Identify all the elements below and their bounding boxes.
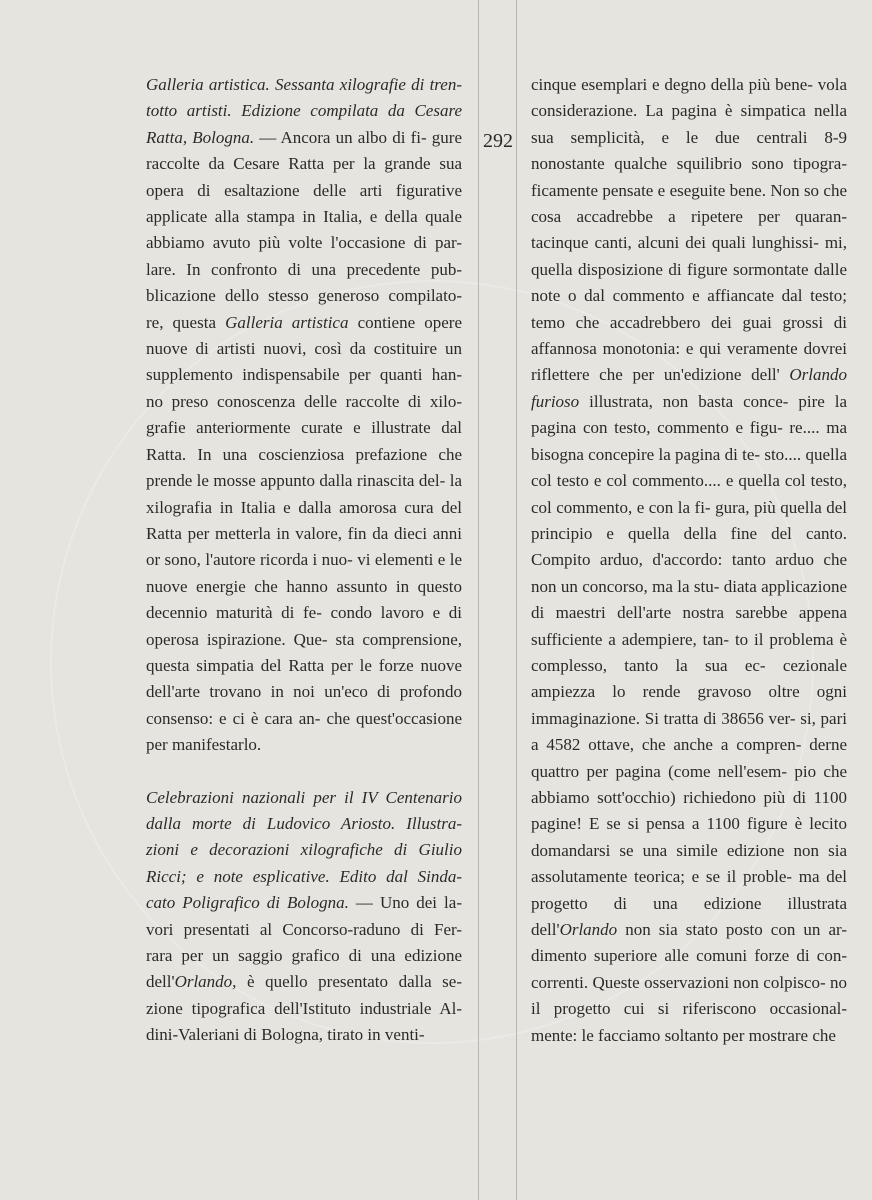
body-text: diata applicazione di maestri dell'arte nostra <box>531 576 847 623</box>
body-text: cezionale ampiezza lo rende gravoso oltre <box>531 655 848 702</box>
body-text: dalle note o dal commento e affiancate dal <box>531 259 847 306</box>
italic-text: zioni e decorazioni xilografiche di Giulio <box>146 840 462 860</box>
body-text: zione tipografica dell'Istituto industriale Al- <box>146 998 462 1018</box>
body-text: che cosa accadrebbe a ripetere per quaran- <box>531 180 848 227</box>
body-text: illustrata, non basta conce- <box>579 391 789 411</box>
body-text: ma del progetto di una edizione illustrata <box>531 867 847 913</box>
right-text-column <box>531 72 847 1049</box>
body-text: prende le mosse appunto dalla rinascita del- <box>146 471 446 491</box>
left-text-column <box>146 72 462 1049</box>
body-text: re, questa <box>146 312 226 332</box>
italic-text: Galleria artistica. Sessanta xilografie di tren- <box>146 75 462 94</box>
body-text: dimento superiore alle comuni forze di con- <box>531 946 847 966</box>
body-text: nonostante qualche squilibrio sono tipogra- <box>531 154 847 174</box>
body-text: di 1100 pagine! E se si pensa a 1100 figure <box>531 787 848 834</box>
italic-text: dalla morte di Ludovico Ariosto. Illustra- <box>146 813 462 833</box>
body-text: sta comprensione, questa simpatia del Ratta <box>146 629 462 675</box>
body-text: la xilografia in Italia e dalla amorosa cura <box>146 471 463 517</box>
body-text: rara per un saggio grafico di una edizione <box>146 946 462 965</box>
body-text: — Ancora un albo di fi- <box>254 127 427 147</box>
body-text: condo lavoro e di operosa ispirazione. Que- <box>146 603 462 649</box>
italic-text: Galleria artistica <box>225 312 349 332</box>
body-text: assunto in questo decennio maturità di fe- <box>146 576 462 623</box>
body-text: testo; temo che accadrebbero dei guai grossi <box>531 286 847 332</box>
body-text: nella sua semplicità, e le due centrali 8-9 <box>531 101 848 147</box>
body-text: ficamente pensate e eseguite bene. Non so <box>531 180 820 200</box>
body-text: pio che abbiamo sott'occhio) richiedono più <box>531 761 847 807</box>
body-text: Ratta. In una coscienziosa prefazione che <box>146 444 462 464</box>
body-text: un'eco di profondo consenso: e ci è cara an- <box>146 682 463 728</box>
body-text: dieci anni or sono, l'autore ricorda i nuo- <box>146 523 463 570</box>
italic-text: cato Poligrafico di Bologna. <box>146 893 349 913</box>
body-text: blicazione dello stesso generoso compilato- <box>146 286 462 306</box>
body-text: grafie anteriormente curate e illustrate dal <box>146 418 462 438</box>
body-text: ogni immaginazione. Si tratta di 38656 ver- <box>531 682 848 728</box>
left-entry <box>146 785 462 1049</box>
body-text: è quello presentato dalla se- <box>236 972 462 992</box>
body-text: vi elementi e le nuove energie che hanno <box>146 550 463 596</box>
body-text: no preso conoscenza delle raccolte di xilo- <box>146 391 462 411</box>
body-text: no il progetto cui si riferiscono occasional- <box>531 972 848 1019</box>
body-text: non sia stato posto con un ar- <box>617 920 847 939</box>
body-text: tacinque canti, alcuni dei quali lunghissi- <box>531 233 819 253</box>
body-text: nuove di artisti nuovi, così da costituire un <box>146 339 462 359</box>
body-text: sarebbe appena sufficiente a adempiere, tan- <box>531 603 847 649</box>
body-text: gure raccolte da Cesare Ratta per la grande <box>146 127 462 174</box>
body-text: sto.... quella col testo e col commento.... e <box>531 444 847 491</box>
italic-text: Orlando <box>559 920 618 939</box>
body-text: cinque esemplari e degno della più bene- <box>531 75 813 94</box>
page-number: 292 <box>483 130 513 152</box>
body-text: re.... ma bisogna concepire la pagina di te- <box>531 418 847 464</box>
gutter-rule-left <box>478 0 479 1200</box>
left-entry <box>146 72 462 759</box>
body-text: to il problema è complesso, tanto la sua ec- <box>531 629 847 675</box>
body-text: si, pari a 4582 ottave, che anche a compren- <box>531 708 847 755</box>
body-text: supplemento indispensabile per quanti han- <box>146 365 462 385</box>
italic-text: Orlando, <box>174 972 237 992</box>
body-text: contiene opere <box>348 312 462 332</box>
italic-text: Ratta, Bologna. <box>146 127 255 147</box>
body-text: di affannosa monotonia: e qui veramente <box>531 312 847 359</box>
body-text: pire la pagina con testo, commento e figu- <box>531 391 848 438</box>
body-text: vola considerazione. La pagina è simpatica <box>531 75 848 121</box>
body-text: tanto arduo che non un concorso, ma la stu- <box>531 550 847 596</box>
body-text: abbiamo avuto più volte l'occasione di par- <box>146 233 462 253</box>
body-text: dell' <box>146 972 175 992</box>
body-text: per le forze nuove dell'arte trovano in noi <box>146 655 462 702</box>
gutter-rule-right <box>516 0 517 1200</box>
body-text: che quest'occasione per manifestarlo. <box>146 708 462 755</box>
body-text: correnti. Queste osservazioni non colpisco- <box>531 972 826 992</box>
italic-text: totto artisti. Edizione compilata da Cesare <box>146 101 462 121</box>
body-text: del Ratta per metterla in valore, fin da <box>146 497 463 543</box>
body-text: sua opera di esaltazione delle arti figurative <box>146 154 462 200</box>
body-text: dell' <box>531 920 560 939</box>
body-text: fine del canto. Compito arduo, d'accordo: <box>531 523 848 570</box>
body-text: vori presentati al Concorso-raduno di Fer- <box>146 919 462 939</box>
body-text: non sia assolutamente teorica; e se il proble- <box>531 840 847 887</box>
body-text: derne quattro per pagina (come nell'esem- <box>531 735 847 781</box>
body-text: applicate alla stampa in Italia, e della quale <box>146 207 462 227</box>
body-text: gura, più quella del principio e quella della <box>531 497 848 543</box>
body-text: lare. In confronto di una precedente pub- <box>146 259 462 279</box>
right-entry <box>531 72 847 1049</box>
body-text: mi, quella disposizione di figure sormontate <box>531 233 848 279</box>
italic-text: Ricci; e note esplicative. Edito dal Sinda- <box>146 866 462 886</box>
body-text: è lecito domandarsi se una simile edizione <box>531 814 847 860</box>
italic-text: Celebrazioni nazionali per il IV Centenario <box>146 787 462 807</box>
body-text: dovrei riflettere che per un'edizione dell' <box>531 339 847 385</box>
body-text: quella col testo, col commento, e con la fi- <box>531 471 847 517</box>
body-text: — Uno dei la- <box>348 893 462 913</box>
body-text: mente: le facciamo soltanto per mostrare che <box>531 1025 836 1045</box>
italic-text: Orlando furioso <box>531 365 847 411</box>
body-text: dini-Valeriani di Bologna, tirato in venti- <box>146 1025 425 1045</box>
